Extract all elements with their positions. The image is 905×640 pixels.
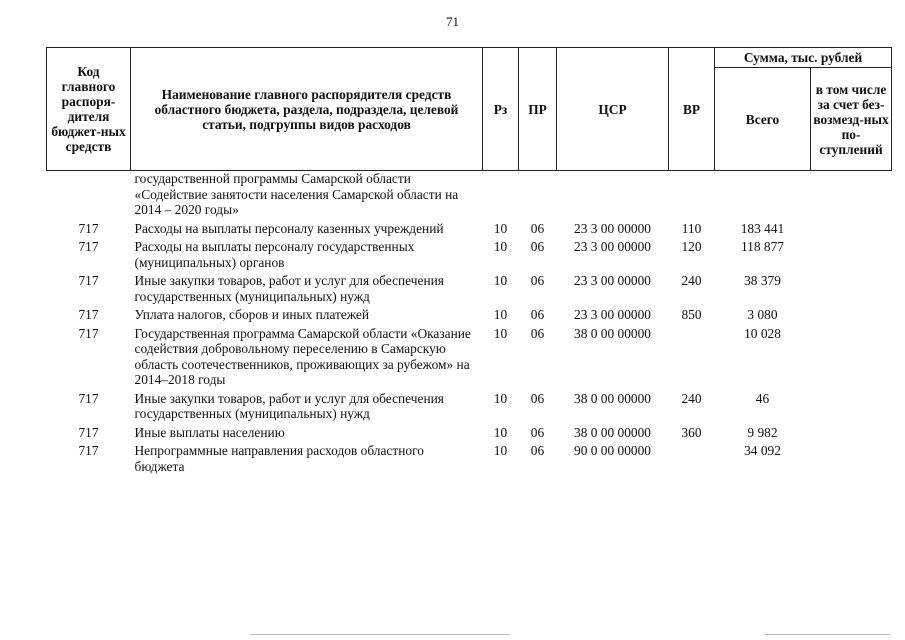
table-row: [47, 307, 892, 326]
cell-rz: 10: [493, 273, 508, 288]
cell-rz: 10: [493, 220, 508, 236]
cell-vr: [669, 326, 715, 391]
cell-name: Иные выплаты населению: [134, 424, 285, 440]
cell-vr: [669, 443, 715, 477]
cell-name: Непрограммные направления расходов областного бюджета: [134, 443, 424, 474]
header-pr: ПР: [519, 48, 557, 171]
cell-total: 183 441: [740, 220, 785, 236]
cell-total: 3 080: [747, 307, 778, 322]
table-row: [47, 443, 892, 477]
cell-pr: 06: [530, 220, 545, 236]
cell-rz: 10: [493, 307, 508, 322]
cell-name: Государственная программа Самарской области «Оказание содействия добровольному переселению в Самарскую область соотечественников, проживающих за рубежом» на 2014–2018 годы: [134, 325, 471, 387]
cell-code: [47, 171, 131, 221]
cell-code: 717: [78, 424, 99, 440]
cell-code: 717: [78, 390, 99, 406]
cell-vr: 240: [681, 390, 702, 406]
cell-name: Расходы на выплаты персоналу казенных учреждений: [134, 220, 444, 236]
cell-name: Иные закупки товаров, работ и услуг для обеспечения государственных (муниципальных) нужд: [134, 390, 444, 421]
cell-pr: 06: [530, 325, 545, 341]
cell-incl: [811, 425, 892, 444]
cell-pr: 06: [530, 239, 545, 254]
cell-csr: 23 3 00 00000: [574, 220, 651, 236]
cell-incl: [811, 273, 892, 307]
cell-pr: 06: [530, 424, 545, 440]
cell-incl: [811, 221, 892, 240]
cell-total: 34 092: [744, 443, 781, 458]
cell-csr: 23 3 00 00000: [574, 273, 651, 288]
page-number: 71: [446, 14, 459, 29]
cell-pr: 06: [530, 390, 545, 406]
header-rz: Рз: [483, 48, 519, 171]
header-sum: Сумма, тыс. рублей: [715, 48, 892, 68]
cell-code: 717: [78, 239, 99, 254]
cell-name: Уплата налогов, сборов и иных платежей: [134, 307, 370, 322]
cell-incl: [811, 307, 892, 326]
cell-vr: 120: [681, 239, 702, 254]
cell-rz: 10: [493, 239, 508, 254]
cell-pr: [519, 171, 557, 221]
budget-table: [46, 47, 892, 477]
header-vr: ВР: [669, 48, 715, 171]
cell-rz: 10: [493, 390, 508, 406]
cell-pr: 06: [530, 307, 545, 322]
cell-total: 38 379: [744, 273, 781, 288]
cell-rz: 10: [493, 325, 508, 341]
header-incl: в том числе за счет без-возмезд-ных по-ступлений: [811, 68, 892, 171]
table-row: [47, 425, 892, 444]
footer-line-right: [765, 634, 890, 635]
cell-vr: 850: [681, 307, 702, 322]
cell-name: Расходы на выплаты персоналу государственных (муниципальных) органов: [134, 239, 415, 270]
header-csr: ЦСР: [557, 48, 669, 171]
cell-incl: [811, 443, 892, 477]
cell-vr: [669, 171, 715, 221]
cell-rz: [483, 171, 519, 221]
table-row: [47, 171, 892, 221]
cell-rz: 10: [493, 443, 508, 458]
table-row: [47, 326, 892, 391]
cell-csr: 23 3 00 00000: [574, 239, 651, 254]
table-row: [47, 221, 892, 240]
cell-total: 9 982: [747, 424, 778, 440]
cell-total: 118 877: [740, 239, 785, 254]
cell-incl: [811, 239, 892, 273]
cell-code: 717: [78, 220, 99, 236]
header-name: Наименование главного распорядителя средств областного бюджета, раздела, подраздела, целевой статьи, подгруппы видов расходов: [131, 48, 483, 171]
cell-name: Иные закупки товаров, работ и услуг для обеспечения государственных (муниципальных) нужд: [134, 273, 444, 304]
cell-pr: 06: [530, 443, 545, 458]
cell-code: 717: [78, 307, 99, 322]
cell-code: 717: [78, 325, 99, 341]
cell-csr: 23 3 00 00000: [574, 307, 651, 322]
table-row: [47, 273, 892, 307]
table-header: [47, 48, 892, 171]
cell-code: 717: [78, 443, 99, 458]
cell-name: государственной программы Самарской области «Содействие занятости населения Самарской области на 2014 – 2020 годы»: [134, 171, 459, 217]
table-row: [47, 239, 892, 273]
cell-total: 10 028: [744, 325, 781, 341]
cell-total: 46: [755, 390, 770, 406]
cell-rz: 10: [493, 424, 508, 440]
cell-vr: 240: [681, 273, 702, 288]
cell-csr: 38 0 00 00000: [574, 390, 651, 406]
cell-pr: 06: [530, 273, 545, 288]
header-code: Код главного распоря-дителя бюджет-ных средств: [47, 48, 131, 171]
budget-table-container: [46, 47, 891, 477]
cell-total: [715, 171, 811, 221]
cell-incl: [811, 171, 892, 221]
cell-vr: 360: [681, 424, 702, 440]
cell-csr: 90 0 00 00000: [574, 443, 651, 458]
table-row: [47, 391, 892, 425]
footer-line-left: [250, 634, 510, 635]
header-total: Всего: [715, 68, 811, 171]
cell-csr: 38 0 00 00000: [574, 325, 651, 341]
cell-code: 717: [78, 273, 99, 288]
cell-vr: 110: [681, 220, 702, 236]
cell-csr: [557, 171, 669, 221]
cell-csr: 38 0 00 00000: [574, 424, 651, 440]
cell-incl: [811, 326, 892, 391]
cell-incl: [811, 391, 892, 425]
table-body: [47, 171, 892, 478]
